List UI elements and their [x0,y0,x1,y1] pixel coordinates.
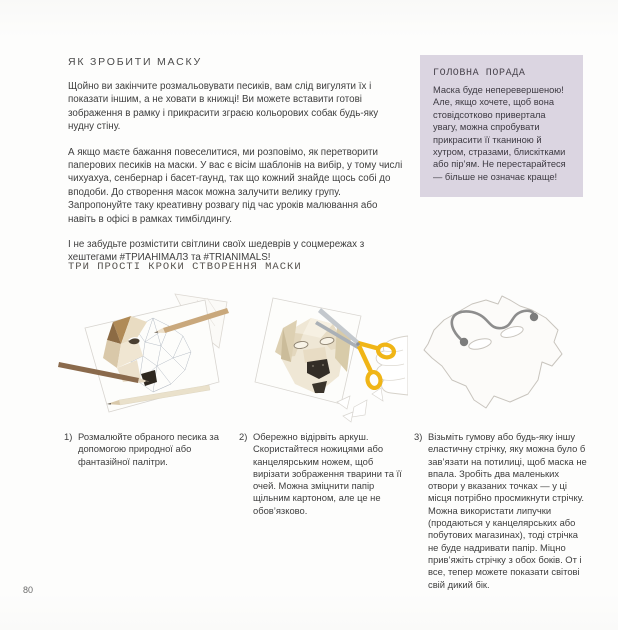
step-item-2 [239,431,411,517]
page-number: 80 [23,585,34,595]
step-text: Розмалюйте обраного песика за допомогою природної або фантазійної палітри. [78,431,219,467]
tip-box-heading: ГОЛОВНА ПОРАДА [433,68,526,79]
intro-paragraph: А якщо маєте бажання повеселитися, ми розповімо, як перетворити паперових песиків на маски. У вас є вісім шаблонів на вибір, у тому числі чихуахуа, сенбернар і басет-гаунд, так що кожний знайде щось собі до вподоби. До створення масок можна залучити велику групу. Запропонуйте таку креативну розвагу під час уроків малювання або навіть в офісі в рамках тимбілдингу. [68,146,403,225]
intro-text-block [68,80,406,277]
illustration-step3-cord [408,286,583,426]
steps-section-heading: ТРИ ПРОСТІ КРОКИ СТВОРЕННЯ МАСКИ [68,261,302,273]
paper-scraps [337,388,383,422]
tip-box-body: Маска буде неперевершеною! Але, якщо хочете, щоб вона стовідсотково привертала увагу, можна спробувати прикрасити її тканиною й хутром, стразами, блискітками або пір’ям. Не перестарайтеся — більше не означає краще! [433,85,566,182]
tip-box [420,55,583,197]
step-number: 2) [239,431,248,442]
illustration-step1-drawing [57,286,232,426]
step-text: Обережно відірвіть аркуш. Скористайтеся ножицями або канцелярським ножем, щоб вирізати зображення тварини та її очей. Можна зміцнити папір щільним картоном, але це не обов’язково. [253,431,402,516]
step-text: Візьміть гумову або будь-яку іншу еластичну стрічку, яку можна було б зав’язати на потилиці, щоб маска не впала. Зробіть два маленьких отвори у вказаних точках — у ці місця потрібно просмикнути стрічку. Можна використати липучки (продаються у канцелярських або побутових магазинах), тоді стрічка не буде надривати папір. Міцно прив’яжіть стрічку з обох боків. От і все, тепер можете показати світові свій дикий бік. [428,431,587,590]
step-item-1 [64,431,234,468]
step-number: 3) [414,431,423,442]
intro-paragraph: Щойно ви закінчите розмальовувати песиків, вам слід вигуляти їх і показати іншим, а не ховати в книжці! Ви можете вставити готові зображення в рамку і прикрасити зграєю кольорових собак будь-яку нудну стіну. [68,81,379,133]
illustration-step2-cutting [233,286,408,426]
step-item-3 [414,431,588,591]
mask-outline [424,296,562,408]
step-number: 1) [64,431,73,442]
page-title: ЯК ЗРОБИТИ МАСКУ [68,56,203,68]
intro-paragraph: І не забудьте розмістити світлини своїх шедеврів у соцмережах з хештегами #ТРИАНІМАЛЗ та #TRIANIMALS! [68,239,365,264]
